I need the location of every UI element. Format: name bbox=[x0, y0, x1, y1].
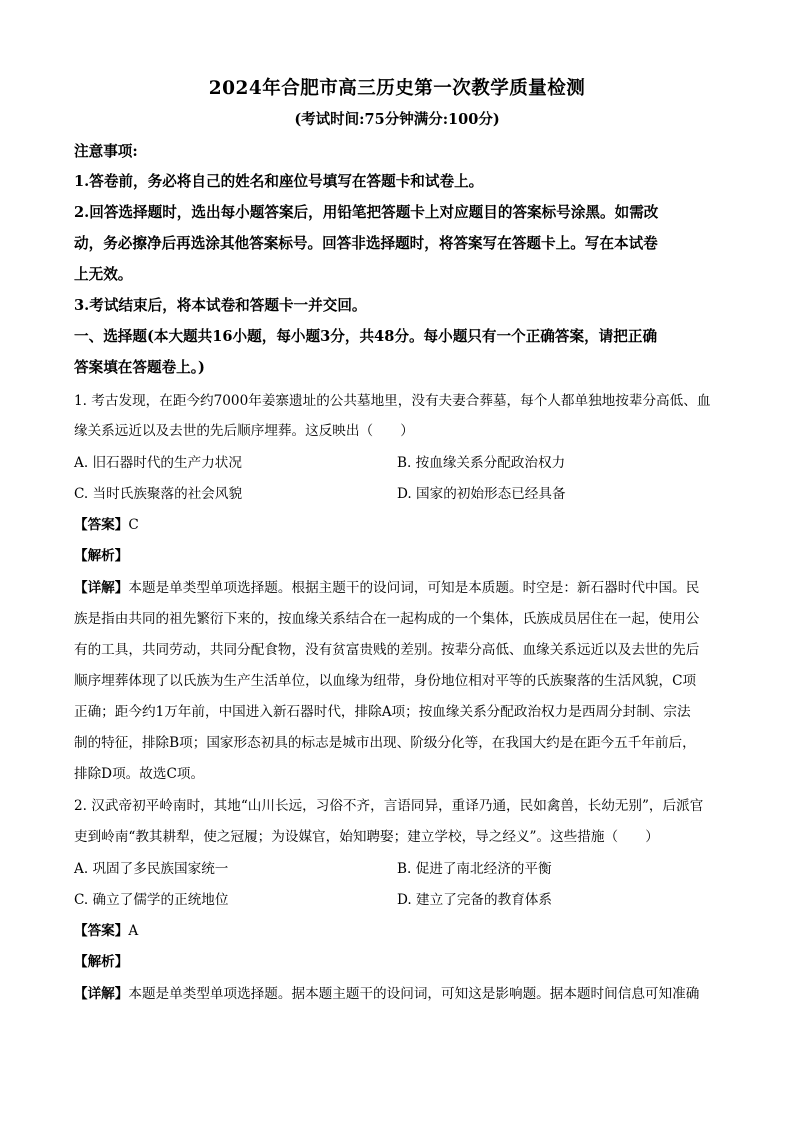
question-1-option-a: A. 旧石器时代的生产力状况 bbox=[74, 455, 242, 471]
notes-line: 2.回答选择题时，选出每小题答案后，用铅笔把答题卡上对应题目的答案标号涂黑。如需改 bbox=[74, 204, 659, 221]
question-1-answer bbox=[74, 513, 722, 533]
answer-value: C bbox=[128, 517, 139, 533]
question-1-stem: 1. 考古发现，在距今约7000年姜寨遗址的公共墓地里，没有夫妻合葬墓，每个人都单独地按辈分高低、血 bbox=[74, 393, 711, 409]
detail-line: 顺序埋葬体现了以氏族为生产生活单位，以血缘为纽带，身份地位相对平等的氏族聚落的生活风貌，C项 bbox=[74, 673, 697, 689]
notes-line: 1.答卷前，务必将自己的姓名和座位号填写在答题卡和试卷上。 bbox=[74, 173, 484, 190]
detail-tag: 【详解】 bbox=[74, 986, 129, 1002]
notes-heading: 注意事项: bbox=[74, 143, 138, 160]
question-2-option-b: B. 促进了南北经济的平衡 bbox=[397, 861, 552, 877]
analysis-tag: 【解析】 bbox=[74, 548, 129, 564]
question-2-option-c: C. 确立了儒学的正统地位 bbox=[74, 892, 229, 908]
answer-tag: 【答案】 bbox=[74, 923, 129, 939]
question-2-answer bbox=[74, 919, 722, 939]
answer-tag: 【答案】 bbox=[74, 517, 129, 533]
page-title: 2024年合肥市高三历史第一次教学质量检测 bbox=[208, 78, 586, 99]
detail-line: 制的特征，排除B项；国家形态初具的标志是城市出现、阶级分化等，在我国大约是在距今五千年前后， bbox=[74, 735, 696, 751]
question-2-option-a: A. 巩固了多民族国家统一 bbox=[74, 861, 229, 877]
detail-line: 正确；距今约1万年前，中国进入新石器时代，排除A项；按血缘关系分配政治权力是西周分封制、宗法 bbox=[74, 704, 691, 720]
question-2-detail bbox=[74, 982, 722, 1002]
detail-line: 有的工具，共同劳动，共同分配食物，没有贫富贵贱的差别。按辈分高低、血缘关系远近以及去世的先后 bbox=[74, 642, 700, 658]
question-1-option-c: C. 当时氏族聚落的社会风貌 bbox=[74, 486, 243, 502]
question-2-stem: 2. 汉武帝初平岭南时，其地“山川长远，习俗不齐，言语同异，重译乃通，民如禽兽，长幼无别”，后派官 bbox=[74, 798, 704, 814]
notes-line: 动，务必擦净后再选涂其他答案标号。回答非选择题时，将答案写在答题卡上。写在本试卷 bbox=[74, 235, 658, 252]
notes-line: 3.考试结束后，将本试卷和答题卡一并交回。 bbox=[74, 297, 367, 314]
section-heading: 一、选择题(本大题共16小题，每小题3分，共48分。每小题只有一个正确答案，请把正确 bbox=[74, 328, 658, 345]
question-1-detail bbox=[74, 576, 722, 596]
exam-duration-subtitle: (考试时间:75分钟满分:100分) bbox=[294, 111, 500, 128]
analysis-tag: 【解析】 bbox=[74, 954, 129, 970]
question-1-stem: 缘关系远近以及去世的先后顺序埋葬。这反映出（ ） bbox=[74, 423, 414, 439]
section-heading: 答案填在答题卷上。) bbox=[74, 359, 205, 376]
question-1-option-b: B. 按血缘关系分配政治权力 bbox=[397, 455, 566, 471]
detail-tag: 【详解】 bbox=[74, 580, 129, 596]
question-2-stem: 吏到岭南“教其耕犁，使之冠履；为设媒官，始知聘娶；建立学校，导之经义”。这些措施（ ） bbox=[74, 829, 659, 845]
detail-line: 排除D项。故选C项。 bbox=[74, 766, 205, 782]
question-1-option-d: D. 国家的初始形态已经具备 bbox=[397, 486, 566, 502]
question-2-option-d: D. 建立了完备的教育体系 bbox=[397, 892, 552, 908]
notes-line: 上无效。 bbox=[74, 266, 133, 283]
detail-text: 本题是单类型单项选择题。根据主题干的设问词，可知是本质题。时空是：新石器时代中国。民 bbox=[128, 580, 700, 596]
detail-line: 族是指由共同的祖先繁衍下来的，按血缘关系结合在一起构成的一个集体，氏族成员居住在一起，使用公 bbox=[74, 611, 700, 627]
detail-text: 本题是单类型单项选择题。据本题主题干的设问词，可知这是影响题。据本题时间信息可知准确 bbox=[128, 986, 700, 1002]
answer-value: A bbox=[128, 923, 139, 939]
